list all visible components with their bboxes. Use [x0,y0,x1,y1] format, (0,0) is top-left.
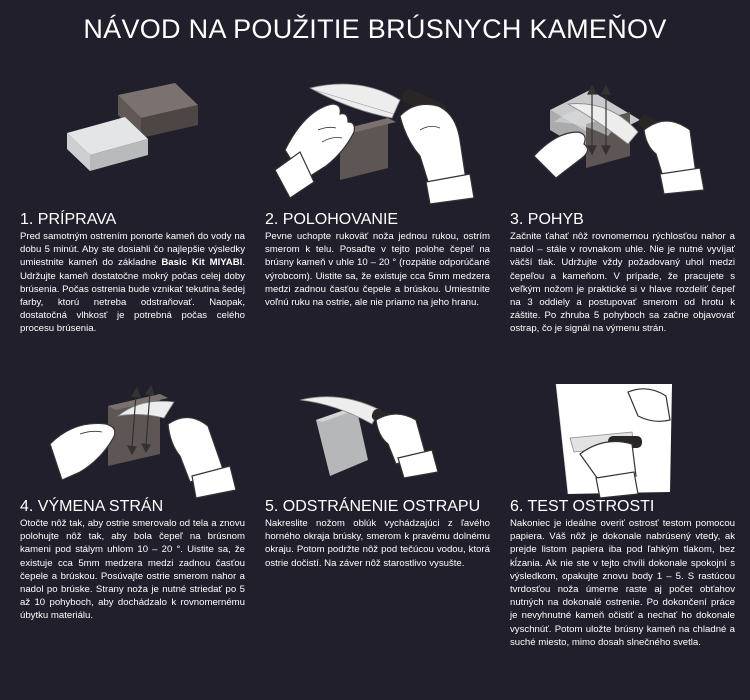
right-hand [400,87,474,204]
step-heading: 1. PRÍPRAVA [20,211,117,228]
step-text: Pevne uchopte rukoväť noža jednou rukou, ostrím smerom k telu. Posaďte v tejto polohe čepeľ na brúsny kameň v uhle 10 – 20 ° (rozpätie odporúčané výrobcom). Uistite sa, že existuje cca 5mm medzera medzi zadnou časťou čepele a brúskou. Umiestnite voľnú ruku na ostrie, ale nie priamo na jeho hranu. [265,231,490,309]
step-text: Nakoniec je ideálne overiť ostrosť testom pomocou papiera. Váš nôž je dokonale nabrúsený vtedy, ak prejde listom papiera iba pod ľahkým tlakom, bez kĺzania. Ak nie ste v tejto chvíli dokonale spokojní s výsledkom, opakujte znovu body 1 – 5. S rastúcou tvrdosťou noža úmerne raste aj počet obťahov nutných na dokonalé ostrenie. Po dokončení práce je nevyhnutné kameň očistiť a nechať ho dokonale vyschnúť. Potom uložte brúsny kameň na chladné a suché miesto, mimo dosah slnečného svetla. [510,518,735,648]
step-sharpness-test [510,498,735,649]
step-burr-removal [265,498,490,570]
page-title: NÁVOD NA POUŽITIE BRÚSNYCH KAMEŇOV [83,14,667,44]
step-positioning [265,211,490,309]
step-text: Otočte nôž tak, aby ostrie smerovalo od tela a znovu polohujte nôž tak, aby bola čepeľ na brúsnom kameni pod stálym uhlom 10 – 20 °. Uistite sa, že existuje cca 5mm medzera medzi zadnou časťou čepele a brúskou. Posúvajte ostrie smerom nahor a nadol po brúske. Strany noža je nutné striedať po 5 až 10 pohyboch, aby dochádzalo k rovnomernému úbytku materiálu. [20,518,245,622]
right-hand [370,408,438,478]
step-switch-sides [20,498,245,623]
step-motion [510,211,735,336]
step-text: Začnite ťahať nôž rovnomernou rýchlosťou nahor a nadol – stále v rovnakom uhle. Nie je nutné vyvíjať väčší tlak. Udržujte vždy požadovaný uhol medzi čepeľou a kameňom. V prípade, že pracujete s veľkým nožom je praktické si v hlave rozdeliť čepeľ na 3 oddiely a postupovať smerom od hrotu k záštite. Po zhruba 5 pohyboch sa začne objavovať ostrap, čo je signál na výmenu strán. [510,231,735,335]
product-name: Basic Kit MIYABI [161,257,243,269]
step-heading: 2. POLOHOVANIE [265,211,399,228]
step-heading: 3. POHYB [510,211,584,228]
step-text: Nakreslite nožom oblúk vychádzajúci z ľavého horného okraja brúsky, smerom k pravému dolnému okraju. Potom podržte nôž pod tečúcou vodou, ktorá ostrie dočistí. Na záver nôž starostlivo vysušte. [265,518,490,569]
step-heading: 5. ODSTRÁNENIE OSTRAPU [265,498,481,515]
step-heading: 4. VÝMENA STRÁN [20,498,164,515]
step-text: Pred samotným ostrením ponorte kameň do vody na dobu 5 minút. Aby ste dosiahli čo najlepšie výsledky umiestnite kameň do základne Basic Kit MIYABI. Udržujte kameň dostatočne mokrý počas celej doby brúsenia. Počas ostrenia bude vznikať tekutina šedej farby, ktorú netreba odstraňovať. Naopak, dostatočná vlhkosť je potrebná počas celého procesu brúsenia. [20,231,245,335]
step-heading: 6. TEST OSTROSTI [510,498,655,515]
step-preparation [20,211,245,336]
